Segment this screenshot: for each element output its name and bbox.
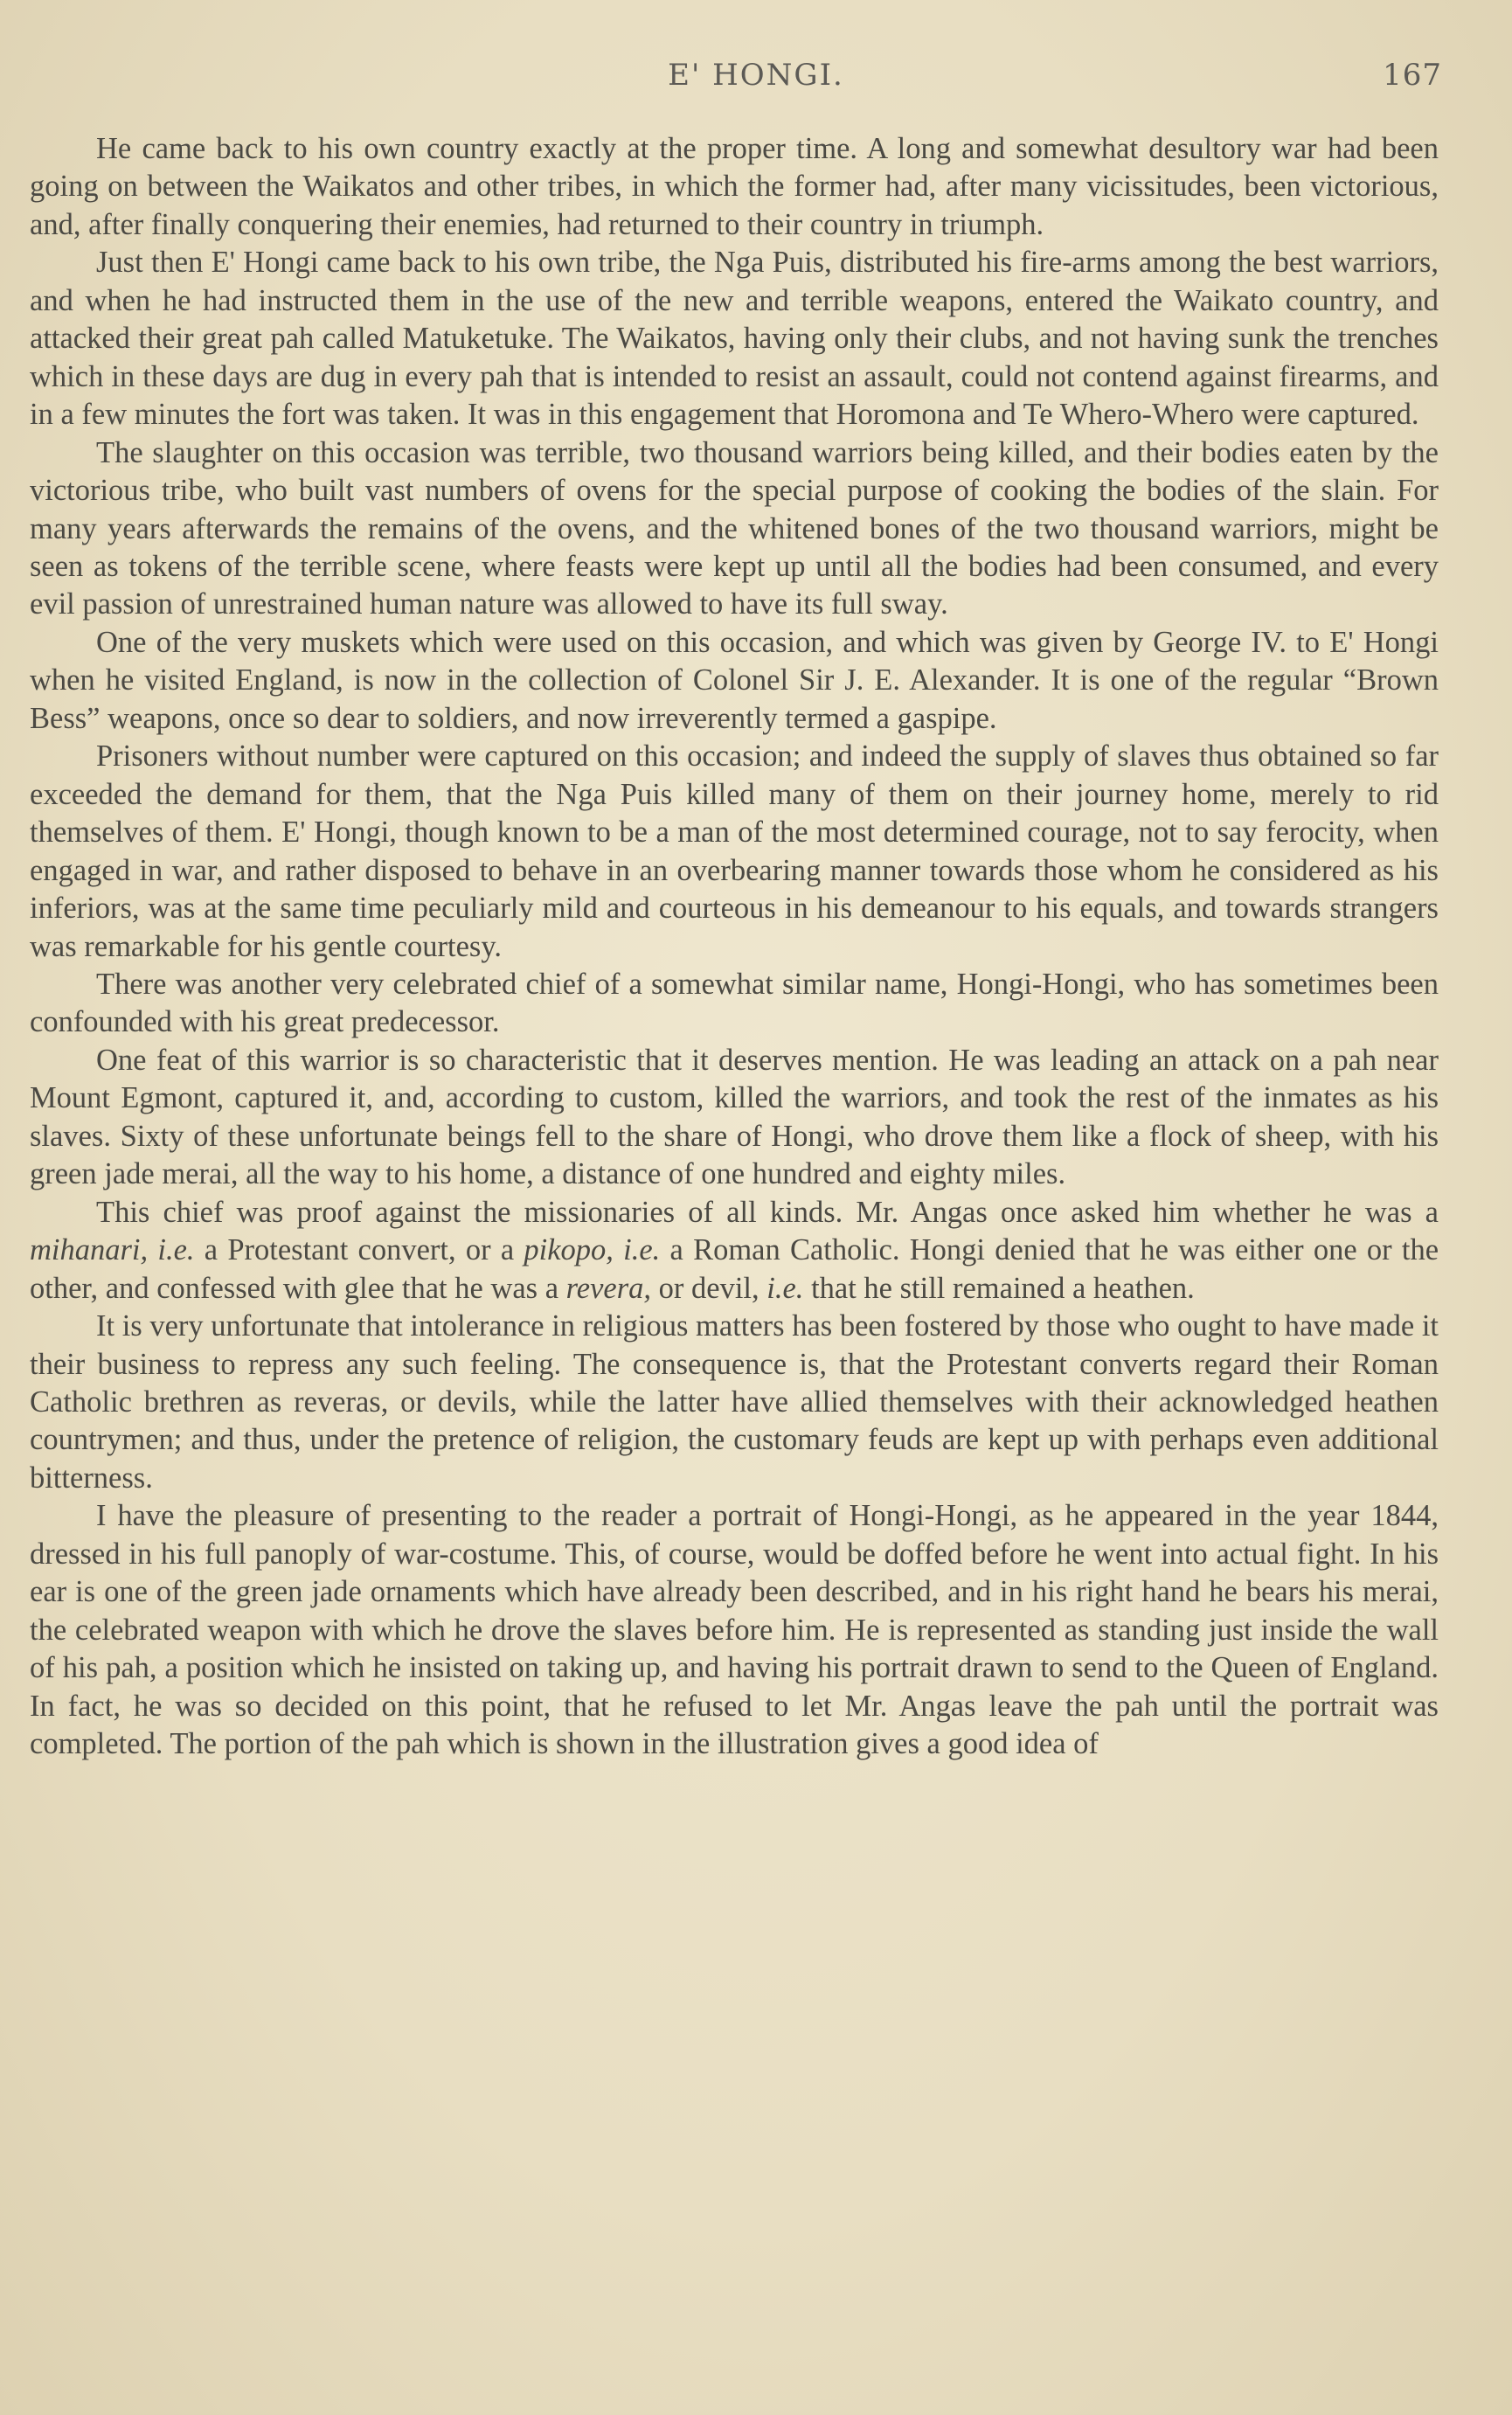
running-head: E' HONGI. — [668, 58, 844, 93]
paragraph-text: a Protestant convert, or a — [194, 1233, 524, 1267]
page-header — [0, 54, 1512, 107]
paragraph: The slaughter on this occasion was terrible, two thousand warriors being killed, and their bodies eaten by the victorious tribe, who built vast numbers of ovens for the special purpose of cooking the bodies of the slain. For many years afterwards the remains of the ovens, and the whitened bones of the two thousand warriors, might be seen as tokens of the terrible scene, where feasts were kept up until all the bodies had been consumed, and every evil passion of unrestrained human nature was allowed to have its full sway. — [30, 435, 1439, 621]
paragraph: One feat of this warrior is so characteristic that it deserves mention. He was leading an attack on a pah near Mount Egmont, captured it, and, according to custom, killed the warriors, and took the rest of the inmates as his slaves. Sixty of these unfortunate beings fell to the share of Hongi, who drove them like a flock of sheep, with his green jade merai, all the way to his home, a distance of one hundred and eighty miles. — [30, 1043, 1439, 1191]
paragraph: Just then E' Hongi came back to his own tribe, the Nga Puis, distributed his fire-arms among the best warriors, and when he had instructed them in the use of the new and terrible weapons, entered the Waikato country, and attacked their great pah called Matuketuke. The Waikatos, having only their clubs, and not having sunk the trenches which in these days are dug in every pah that is intended to resist an assault, could not contend against firearms, and in a few minutes the fort was taken. It was in this engagement that Horomona and Te Whero-Whero were captured. — [30, 246, 1439, 432]
paragraph-text: that he still remained a heathen. — [803, 1271, 1195, 1305]
abbreviation-ie: i.e. — [766, 1271, 804, 1305]
maori-term-pikopo: pikopo, i.e. — [524, 1233, 661, 1267]
paragraph-text: a Roman Catholic. Hongi denied that he was either one or the other, and confessed with glee that he was a — [30, 1233, 1439, 1305]
paragraph: One of the very muskets which were used on this occasion, and which was given by George IV. to E' Hongi when he visited England, is now in the collection of Colonel Sir J. E. Alexander. It is one of the regular “Brown Bess” weapons, once so dear to soldiers, and now irreverently termed a gaspipe. — [30, 625, 1439, 735]
paragraph: He came back to his own country exactly at the proper time. A long and somewhat desultory war had been going on between the Waikatos and other tribes, in which the former had, after many vicissitudes, been victorious, and, after finally conquering their enemies, had returned to their country in triumph. — [30, 132, 1439, 241]
paragraph: There was another very celebrated chief of a somewhat similar name, Hongi-Hongi, who has sometimes been confounded with his great predecessor. — [30, 967, 1439, 1039]
paragraph-text: This chief was proof against the missionaries of all kinds. Mr. Angas once asked him whether he was a — [96, 1195, 1439, 1229]
paragraph: It is very unfortunate that intolerance in religious matters has been fostered by those who ought to have made it their business to repress any such feeling. The consequence is, that the Protestant converts regard their Roman Catholic brethren as reveras, or devils, while the latter have allied themselves with their acknowledged heathen countrymen; and thus, under the pretence of religion, the customary feuds are kept up with perhaps even additional bitterness. — [30, 1309, 1439, 1495]
maori-term-mihanari: mihanari, i.e. — [30, 1233, 195, 1267]
paragraph: I have the pleasure of presenting to the reader a portrait of Hongi-Hongi, as he appeared in the year 1844, dressed in his full panoply of war-costume. This, of course, would be doffed before he went into actual fight. In his ear is one of the green jade ornaments which have already been described, and in his right hand he bears his merai, the celebrated weapon with which he drove the slaves before him. He is represented as standing just inside the wall of his pah, a position which he insisted on taking up, and having his portrait drawn to send to the Queen of England. In fact, he was so decided on this point, that he refused to let Mr. Angas leave the pah until the portrait was completed. The portion of the pah which is shown in the illustration gives a good idea of — [30, 1499, 1439, 1761]
maori-term-revera: revera, — [565, 1271, 652, 1305]
body-text — [30, 130, 1439, 1763]
paragraph — [30, 1194, 1439, 1308]
page-number: 167 — [1383, 58, 1442, 93]
paragraph: Prisoners without number were captured on this occasion; and indeed the supply of slaves thus obtained so far exceeded the demand for them, that the Nga Puis killed many of them on their journey home, merely to rid themselves of them. E' Hongi, though known to be a man of the most determined courage, not to say ferocity, when engaged in war, and rather disposed to behave in an overbearing manner towards those whom he considered as his inferiors, was at the same time peculiarly mild and courteous in his demeanour to his equals, and towards strangers was remarkable for his gentle courtesy. — [30, 739, 1439, 963]
paragraph-text: or devil, — [651, 1271, 767, 1305]
